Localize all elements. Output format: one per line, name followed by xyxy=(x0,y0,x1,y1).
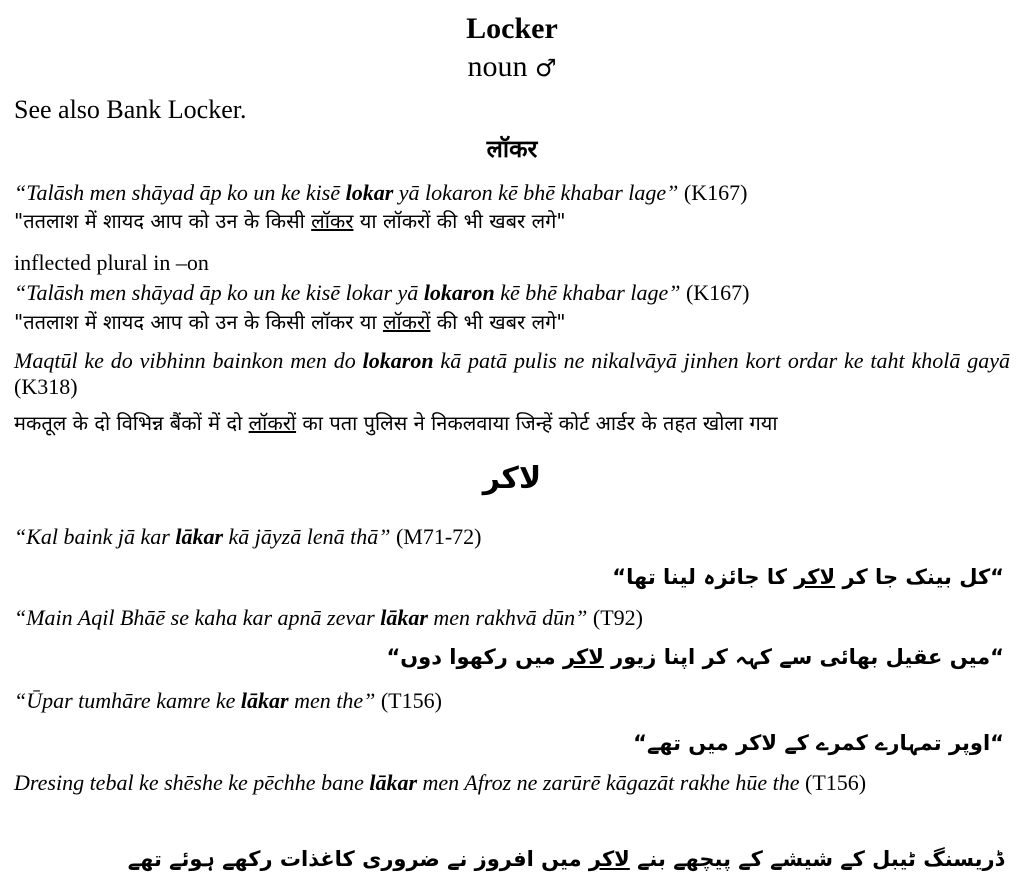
translit-text: “Main Aqil Bhāē se kaha kar apnā zevar xyxy=(14,605,381,630)
urdu-example-4-urdu xyxy=(20,846,1004,872)
hindi-example-3-devanagari xyxy=(14,410,1010,436)
translit-text: men rakhvā dūn” xyxy=(427,605,588,630)
source-reference: (K167) xyxy=(678,180,748,205)
devanagari-text: "ततलाश में शायद आप को उन के किसी xyxy=(14,209,312,233)
urdu-text: “اوپر تمہارے کمرے کے xyxy=(777,731,1004,755)
translit-text: “Talāsh men shāyad āp ko un ke kisē lokar yā xyxy=(14,280,424,305)
hindi-example-3-translit xyxy=(14,348,1010,404)
masculine-gender-icon: ♂ xyxy=(534,54,557,82)
urdu-text: کا جائزہ لینا تھا“ xyxy=(612,565,795,589)
translit-keyword: lākar xyxy=(380,605,428,630)
translit-keyword: lokar xyxy=(345,180,394,205)
urdu-keyword: لاکر xyxy=(736,731,778,755)
urdu-text: ڈریسنگ ٹیبل کے شیشے کے پیچھے بنے xyxy=(629,847,1004,871)
urdu-keyword: لاکر xyxy=(794,565,836,589)
devanagari-text: का पता पुलिस ने निकलवाया जिन्हें कोर्ट आर्डर के तहत खोला गया xyxy=(296,411,778,435)
translit-text: yā lokaron kē bhē khabar lage” xyxy=(393,180,679,205)
source-reference: (T92) xyxy=(587,605,643,630)
hindi-heading: लॉकर xyxy=(486,135,538,163)
source-reference: (K167) xyxy=(680,280,750,305)
urdu-example-4-translit xyxy=(14,770,1010,826)
hindi-example-1-translit xyxy=(14,180,1010,206)
urdu-text: میں تھے“ xyxy=(633,731,737,755)
urdu-text: میں افروز نے ضروری کاغذات رکھے ہوئے تھے xyxy=(127,847,589,871)
urdu-text: “میں عقیل بھائی سے کہہ کر اپنا زیور xyxy=(603,645,1004,669)
urdu-heading: لاکر xyxy=(482,461,542,496)
translit-text: Maqtūl ke do vibhinn bainkon men do xyxy=(14,348,363,373)
translit-keyword: lākar xyxy=(240,688,289,713)
hindi-example-2-translit xyxy=(14,280,1010,306)
translit-text: Dresing tebal ke shēshe ke pēchhe bane xyxy=(14,770,370,795)
urdu-keyword: لاکر xyxy=(588,847,630,871)
translit-text: “Ūpar tumhāre kamre ke xyxy=(14,688,241,713)
urdu-text: “کل بینک جا کر xyxy=(835,565,1004,589)
translit-keyword: lokaron xyxy=(362,348,434,373)
translit-keyword: lākar xyxy=(369,770,418,795)
devanagari-text: की भी खबर लगे" xyxy=(430,310,566,334)
urdu-text: میں رکھوا دوں“ xyxy=(386,645,563,669)
translit-text: men the” xyxy=(288,688,376,713)
devanagari-keyword: लॉकरों xyxy=(382,310,431,334)
source-reference: (T156) xyxy=(799,770,867,795)
urdu-example-1-urdu xyxy=(20,564,1004,590)
urdu-example-3-urdu xyxy=(20,730,1004,756)
translit-text: kā patā pulis ne nikalvāyā jinhen kort ordar ke taht kholā gayā xyxy=(433,348,1010,373)
hindi-example-1-devanagari xyxy=(14,208,1010,234)
headword: Locker xyxy=(466,12,558,45)
source-reference: (T156) xyxy=(375,688,442,713)
translit-keyword: lokaron xyxy=(423,280,495,305)
see-also: See also Bank Locker. xyxy=(14,95,247,124)
part-of-speech-line xyxy=(0,50,1024,85)
hindi-example-2-devanagari xyxy=(14,309,1010,335)
translit-text: men Afroz ne zarūrē kāgazāt rakhe hūe the xyxy=(417,770,800,795)
devanagari-keyword: लॉकर xyxy=(311,209,354,233)
urdu-example-2-translit xyxy=(14,605,1010,631)
urdu-keyword: لاکر xyxy=(562,645,604,669)
part-of-speech: noun xyxy=(467,50,528,83)
urdu-example-2-urdu xyxy=(20,644,1004,670)
translit-text: kē bhē khabar lage” xyxy=(494,280,681,305)
source-reference: (M71-72) xyxy=(390,524,482,549)
devanagari-text: या लॉकरों की भी खबर लगे" xyxy=(353,209,566,233)
source-reference: (K318) xyxy=(14,374,78,399)
translit-keyword: lākar xyxy=(175,524,224,549)
devanagari-text: मकतूल के दो विभिन्न बैंकों में दो xyxy=(14,411,249,435)
devanagari-text: "ततलाश में शायद आप को उन के किसी लॉकर या xyxy=(14,310,383,334)
translit-text: “Talāsh men shāyad āp ko un ke kisē xyxy=(14,180,346,205)
translit-text: “Kal baink jā kar xyxy=(14,524,176,549)
devanagari-keyword: लॉकरों xyxy=(248,411,297,435)
translit-text: kā jāyzā lenā thā” xyxy=(223,524,391,549)
urdu-example-3-translit xyxy=(14,688,1010,714)
urdu-example-1-translit xyxy=(14,524,1010,550)
inflected-note: inflected plural in –on xyxy=(14,250,209,275)
